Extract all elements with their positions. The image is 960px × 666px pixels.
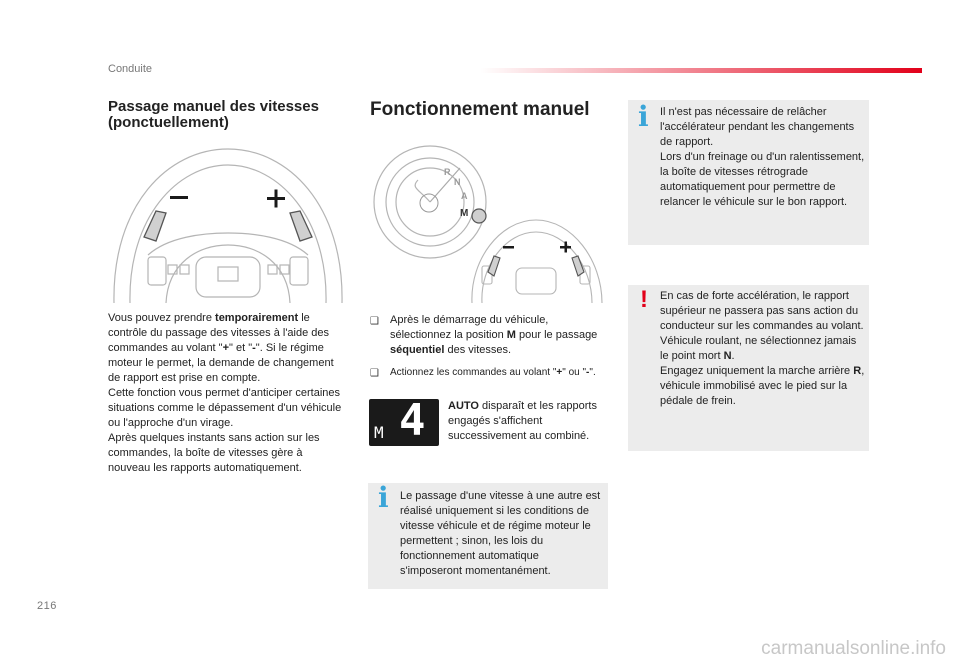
warning-note	[628, 285, 869, 451]
header-accent-line	[480, 68, 922, 73]
left-paragraph: Vous pouvez prendre temporairement le contrôle du passage des vitesses à l'aide des commandes au volant "+" et "-". Si le régime moteur le permet, la demande de changement de rapport est prise en compte. Cette fonction vous permet d'anticiper certaines situations comme le dépassement d'un véhicule ou l'approche d'un virage. Après quelques instants sans action sur les commandes, la boîte de vitesses gère à nouveau les rapports automatiquement.	[108, 312, 342, 474]
gear-display-number: 4	[399, 395, 426, 446]
gear-display-mode: M	[374, 423, 384, 442]
info-icon: i	[638, 100, 649, 133]
gear-display-screen	[369, 395, 439, 446]
section-label: Conduite	[108, 63, 153, 75]
watermark: carmanualsonline.info	[761, 638, 946, 659]
info-note-top	[628, 100, 869, 245]
info-note-top-text: Il n'est pas nécessaire de relâcher l'accélérateur pendant les changements de rapport. Lors d'un freinage ou d'un ralentissement, la boîte de vitesses rétrograde automatiquement pour permettre de relancer le véhicule sur le bon rapport.	[660, 106, 865, 208]
warning-note-text: En cas de forte accélération, le rapport supérieur ne passera pas sans action du conducteur sur les commandes au volant. Véhicule roulant, ne sélectionnez jamais le point mort N. Engagez uniquement la marche arrière R, véhicule immobilisé avec le pied sur la pédale de frein.	[660, 290, 865, 407]
info-note-bottom-text: Le passage d'une vitesse à une autre est réalisé uniquement si les conditions de vitesse véhicule et de régime moteur le permettent ; sinon, les lois du fonctionnement automatique s'imposeront momentanément.	[400, 490, 601, 577]
left-heading: Passage manuel des vitesses (ponctuellement)	[108, 98, 319, 131]
steering-wheel-illustration	[108, 145, 348, 305]
bullet-select-m	[370, 313, 610, 358]
page-number: 216	[37, 600, 57, 612]
bullet-arrow-icon: ❑	[370, 316, 379, 327]
info-icon: i	[378, 481, 389, 514]
selector-letter-n: N	[454, 177, 461, 187]
manual-mode-heading: Fonctionnement manuel	[370, 99, 590, 120]
bullet-use-paddles	[370, 365, 620, 381]
selector-letter-r: R	[444, 167, 451, 177]
bullet-arrow-icon: ❑	[370, 368, 379, 379]
warning-icon: !	[640, 286, 648, 313]
gear-selector-illustration	[370, 140, 605, 305]
info-note-bottom	[368, 483, 608, 589]
bullet-use-paddles-text: Actionnez les commandes au volant "+" ou "-".	[390, 367, 596, 378]
selector-letter-m: M	[460, 208, 469, 219]
bullet-select-m-text: Après le démarrage du véhicule, sélectionnez la position M pour le passage séquentiel des vitesses.	[390, 314, 598, 356]
selector-letter-a: A	[461, 191, 468, 201]
auto-description: AUTO disparaît et les rapports engagés s'affichent successivement au combiné.	[448, 400, 597, 442]
